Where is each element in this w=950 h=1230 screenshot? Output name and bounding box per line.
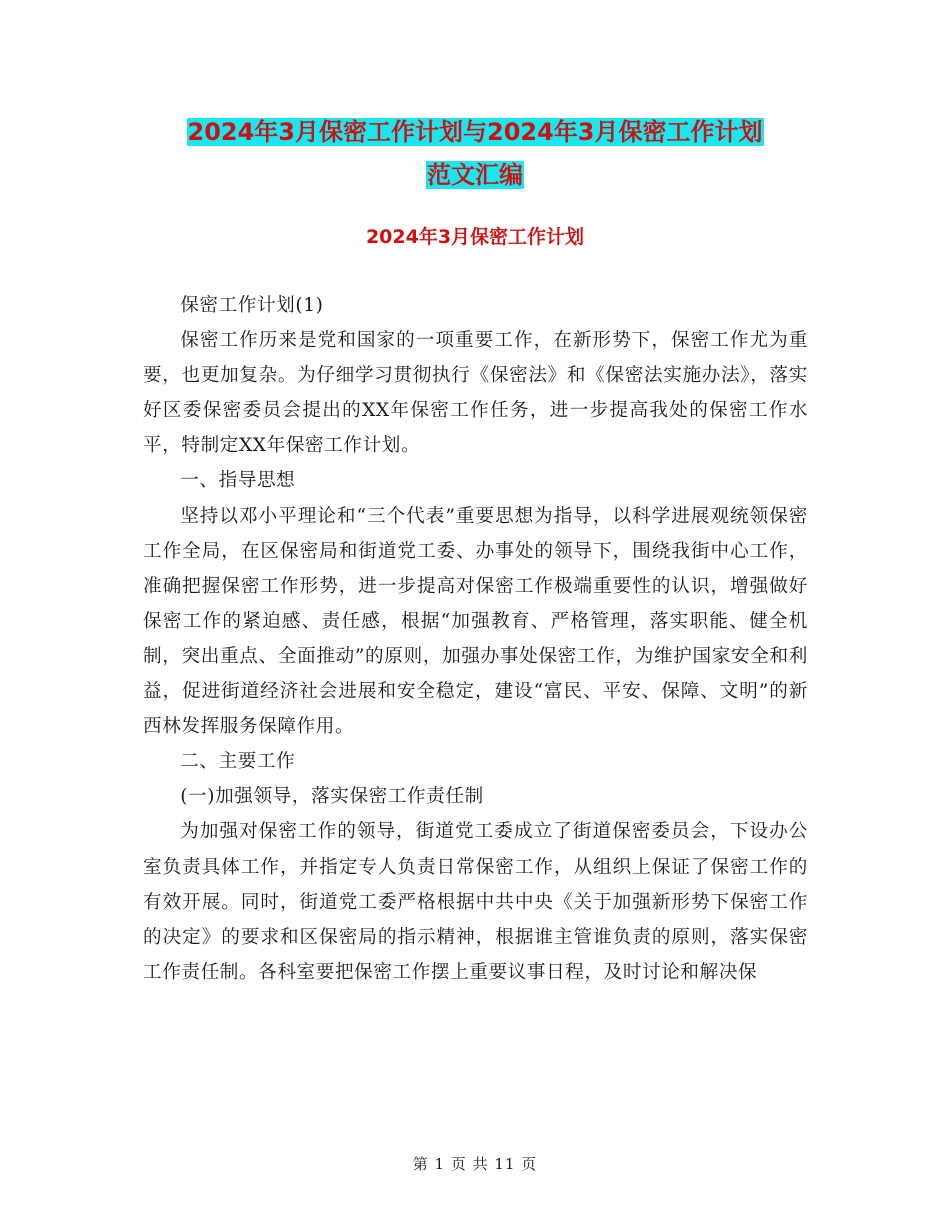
title-highlight: 范文汇编 bbox=[427, 161, 523, 189]
paragraph: 为加强对保密工作的领导，街道党工委成立了街道保密委员会，下设办公室负责具体工作，并指定专人负责日常保密工作，从组织上保证了保密工作的有效开展。同时，街道党工委严格根据中共中央《关于加强新形势下保密工作的决定》的要求和区保密局的指示精神，根据谁主管谁负责的原则，落实保密工作责任制。各科室要把保密工作摆上重要议事日程，及时讨论和解决保 bbox=[143, 821, 808, 983]
page-footer: 第 1 页 共 11 页 bbox=[412, 1155, 538, 1173]
paragraph-subheading: (一)加强领导，落实保密工作责任制 bbox=[180, 786, 484, 808]
paragraph-subtitle: 保密工作计划(1) bbox=[180, 295, 324, 316]
document-title-line-1 bbox=[0, 112, 950, 152]
document-title-line-2 bbox=[0, 155, 950, 195]
paragraph: 坚持以邓小平理论和“三个代表”重要思想为指导，以科学进展观统领保密工作全局，在区保密局和街道党工委、办事处的领导下，围绕我街中心工作，准确把握保密工作形势，进一步提高对保密工作极端重要性的认识，增强做好保密工作的紧迫感、责任感，根据“加强教育、严格管理，落实职能、健全机制，突出重点、全面推动”的原则，加强办事处保密工作，为维护国家安全和利益，促进街道经济社会进展和安全稳定，建设“富民、平安、保障、文明”的新西林发挥服务保障作用。 bbox=[143, 505, 808, 738]
paragraph-heading: 一、指导思想 bbox=[180, 470, 296, 492]
document-body bbox=[143, 288, 808, 990]
paragraph: 保密工作历来是党和国家的一项重要工作，在新形势下，保密工作尤为重要，也更加复杂。为仔细学习贯彻执行《保密法》和《保密法实施办法》，落实好区委保密委员会提出的XX年保密工作任务，进一步提高我处的保密工作水平，特制定XX年保密工作计划。 bbox=[143, 330, 808, 457]
paragraph-heading: 二、主要工作 bbox=[180, 751, 296, 773]
title-highlight: 2024年3月保密工作计划与2024年3月保密工作计划 bbox=[187, 118, 763, 146]
section-heading: 2024年3月保密工作计划 bbox=[365, 226, 585, 248]
